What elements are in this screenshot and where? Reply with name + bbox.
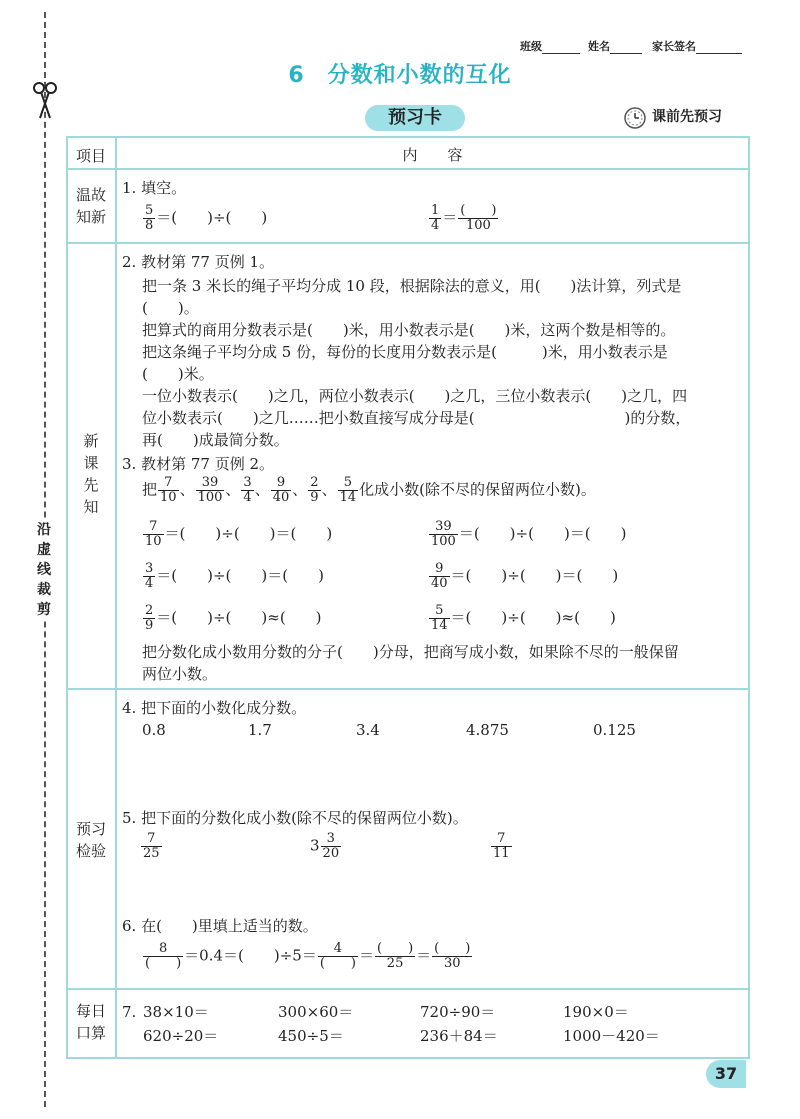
conversion-row-right: $\frac{5}{14}$ ＝( )÷( )≈( ) [431,603,616,633]
divider [66,988,750,990]
clock-icon [622,104,648,130]
column-divider [115,136,117,1059]
decimal-item: 3.4 [356,721,380,739]
review-eq-1: $\frac{5}{8}$ ＝( )÷( ) [145,203,268,233]
fraction: $\frac{8}{( )}$ [145,941,182,971]
decimal-item: 0.8 [142,721,166,739]
text-line: 把这条绳子平均分成 5 份，每份的长度用分数表示是( )米，用小数表示是 [142,343,668,361]
header-item: 项目 [75,147,106,165]
calc-item: 450÷5＝ [278,1027,344,1045]
question-7: 7. [122,1003,137,1021]
text-line: 位小数表示( )之几……把小数直接写成分母是( )的分数， [142,409,691,427]
divider [66,688,750,690]
class-field[interactable]: 班级 [520,38,580,54]
fraction-item [140,832,163,861]
page-title: 6 分数和小数的互化 [288,63,512,88]
fraction: $\frac{3}{20}$ [322,831,340,861]
fraction: $\frac{9}{40}$ [431,561,448,591]
fraction: $\frac{( )}{25}$ [377,941,414,971]
review-eq-2: $\frac{1}{4}$ ＝ $\frac{( )}{100}$ [431,203,497,233]
fraction-list-line: 把 $\frac{7}{10}$ 、 $\frac{39}{100}$ 、 $\frac{3}{4}$ 、 $\frac{9}{40}$ 、 $\frac{2}{9}$ 、 $\frac{5}{14}$ 化成小数(除不尽的保留两位小数)。 [142,475,596,505]
divider [66,168,750,170]
question-5: 5. 把下面的分数化成小数(除不尽的保留两位小数)。 [122,809,468,827]
question-2: 2. 教材第 77 页例 1。 [122,253,275,271]
question-3: 3. 教材第 77 页例 2。 [122,455,275,473]
text-line: 把一条 3 米长的绳子平均分成 10 段，根据除法的意义，用( )法计算，列式是 [142,277,682,295]
header-content: 内 容 [402,146,463,164]
section-label-daily: 每日口算 [75,1002,106,1042]
conversion-row-left: $\frac{2}{9}$ ＝( )÷( )≈( ) [145,603,322,633]
fraction: $\frac{5}{8}$ [145,203,154,233]
fraction: $\frac{5}{14}$ [339,475,357,505]
fraction: $\frac{3}{4}$ [145,561,154,591]
text-line: 一位小数表示( )之几，两位小数表示( )之几，三位小数表示( )之几，四 [142,387,688,405]
fill-equation: $\frac{8}{( )}$ ＝0.4＝( )÷5＝ $\frac{4}{( )}$ ＝ $\frac{( )}{25}$ ＝ $\frac{( )}{30}$ [145,941,471,971]
decimal-item: 4.875 [466,721,509,739]
question-4: 4. 把下面的小数化成分数。 [122,699,307,717]
text-line: 两位小数。 [142,665,218,683]
fraction: $\frac{39}{100}$ [431,519,456,549]
cut-instruction: 沿虚线裁剪 [34,520,54,620]
calc-item: 38×10＝ [143,1003,209,1021]
question-1: 1. 填空。 [122,179,187,197]
text-line: 把算式的商用分数表示是( )米，用小数表示是( )米，这两个数是相等的。 [142,321,676,339]
section-label-check: 预习检验 [75,820,106,860]
text-line: ( )。 [142,299,199,317]
fraction: $\frac{( )}{30}$ [434,941,471,971]
conversion-row-left: $\frac{3}{4}$ ＝( )÷( )＝( ) [145,561,324,591]
fraction: $\frac{5}{14}$ [431,603,448,633]
fraction: $\frac{2}{9}$ [310,475,319,505]
fraction: $\frac{7}{10}$ [145,519,162,549]
calc-item: 620÷20＝ [143,1027,219,1045]
fraction: $\frac{1}{4}$ [431,203,440,233]
text-line: 再( )成最简分数。 [142,431,289,449]
fraction-item [490,832,513,861]
text-line: 把分数化成小数用分数的分子( )分母，把商写成小数，如果除不尽的一般保留 [142,643,679,661]
text-line: ( )米。 [142,365,214,383]
mixed-number-item: 3 $\frac{3}{20}$ [310,831,340,861]
section-label-review: 温故知新 [75,186,106,226]
fraction: $\frac{7}{25}$ [143,831,160,861]
section-label-new: 新课先知 [83,432,99,516]
question-6: 6. 在( )里填上适当的数。 [122,917,318,935]
calc-item: 300×60＝ [278,1003,354,1021]
card-label: 预习卡 [365,105,465,131]
calc-item: 1000－420＝ [563,1027,660,1045]
divider [66,242,750,244]
decimal-item: 1.7 [248,721,272,739]
calc-item: 236＋84＝ [420,1027,498,1045]
conversion-row-right: $\frac{39}{100}$ ＝( )÷( )＝( ) [431,519,627,549]
fraction: $\frac{4}{( )}$ [319,941,356,971]
fraction: $\frac{39}{100}$ [197,475,223,505]
calc-item: 720÷90＝ [420,1003,496,1021]
fraction: $\frac{7}{10}$ [160,475,177,505]
fraction: $\frac{7}{11}$ [493,831,510,861]
parent-sign-field[interactable]: 家长签名 [652,38,742,54]
decimal-item: 0.125 [593,721,636,739]
fraction: $\frac{2}{9}$ [145,603,154,633]
page-number: 37 [706,1060,746,1088]
conversion-row-left: $\frac{7}{10}$ ＝( )÷( )＝( ) [145,519,333,549]
conversion-row-right: $\frac{9}{40}$ ＝( )÷( )＝( ) [431,561,619,591]
fraction: $\frac{9}{40}$ [272,475,290,505]
fraction: $\frac{( )}{100}$ [460,203,497,233]
name-field[interactable]: 姓名 [588,38,642,54]
fraction: $\frac{3}{4}$ [243,475,252,505]
preview-label: 课前先预习 [652,109,722,125]
calc-item: 190×0＝ [563,1003,629,1021]
